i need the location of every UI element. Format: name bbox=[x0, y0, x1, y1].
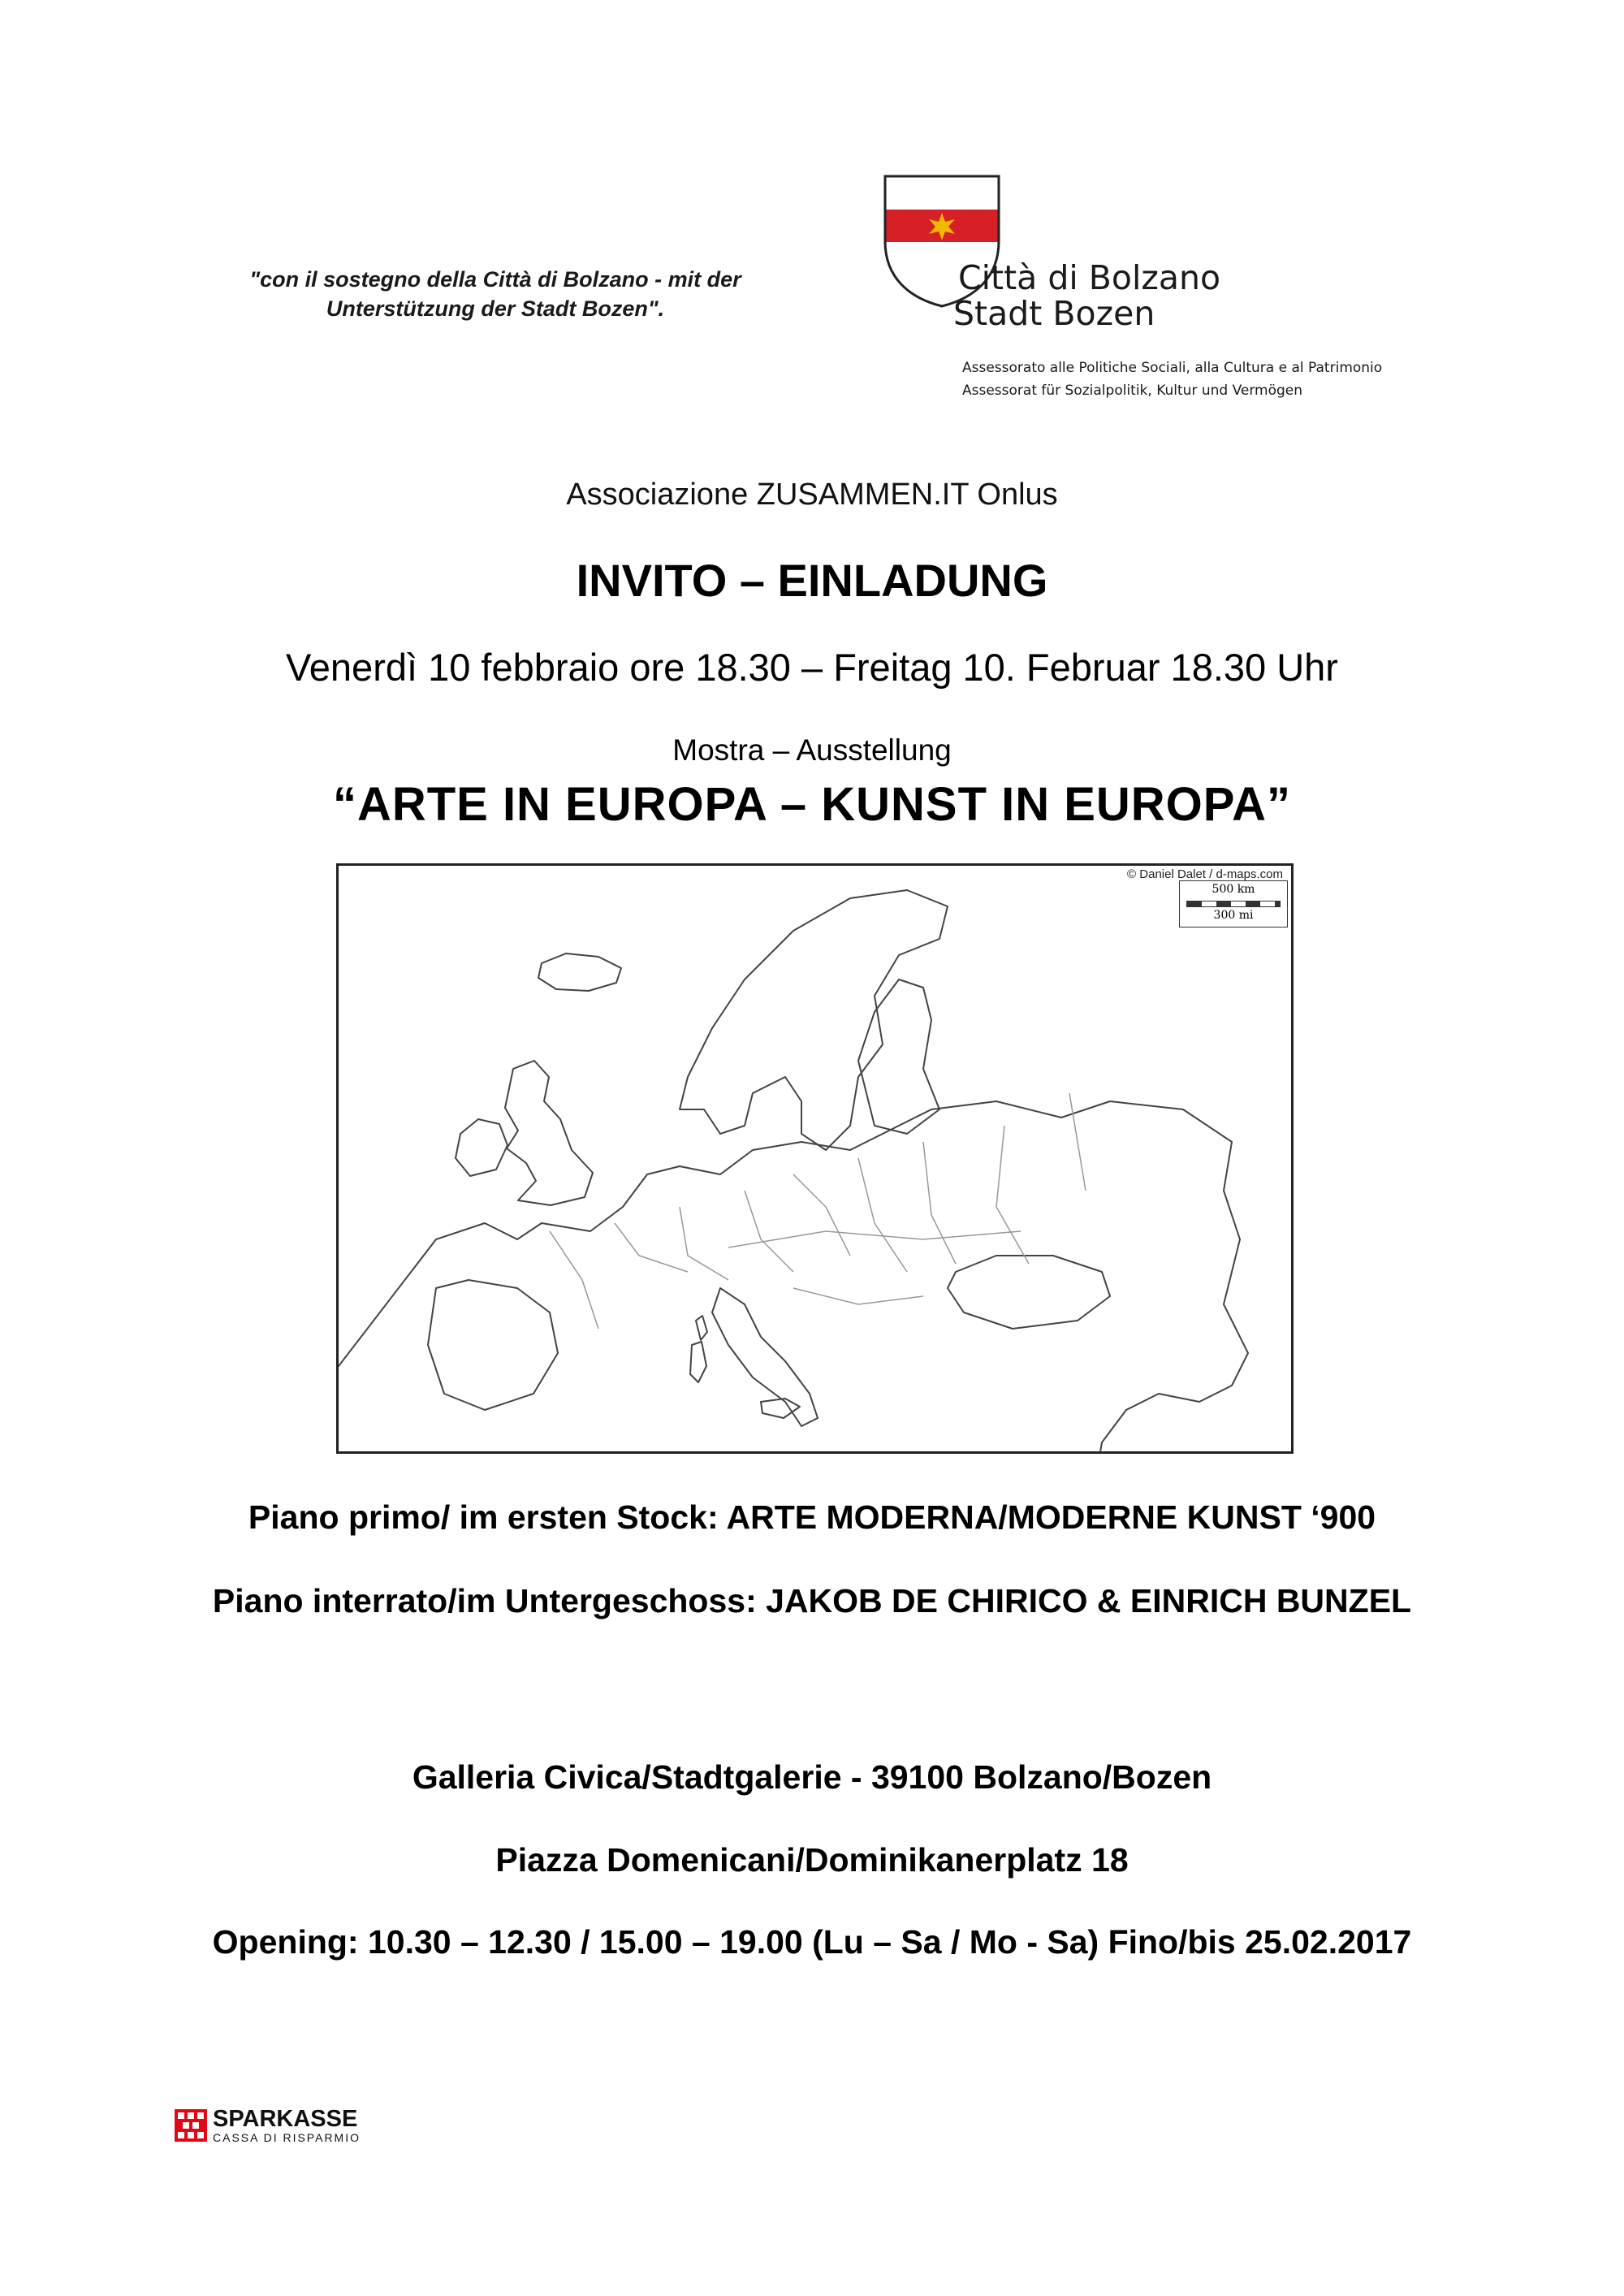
scandinavia-outline bbox=[680, 890, 948, 1150]
opening-hours: Opening: 10.30 – 12.30 / 15.00 – 19.00 (Lu – Sa / Mo - Sa) Fino/bis 25.02.2017 bbox=[212, 1923, 1412, 1961]
europe-outline-map bbox=[339, 866, 1291, 1451]
internal-border bbox=[680, 1207, 728, 1280]
city-name bbox=[953, 258, 1221, 333]
sponsor-note-line2: Unterstützung der Stadt Bozen". bbox=[326, 296, 665, 321]
internal-border bbox=[996, 1126, 1029, 1264]
sparkasse-subtitle: CASSA DI RISPARMIO bbox=[213, 2131, 361, 2144]
great-britain-outline bbox=[505, 1061, 593, 1205]
exhibition-title: “ARTE IN EUROPA – KUNST IN EUROPA” bbox=[332, 778, 1292, 831]
sponsor-note bbox=[195, 265, 796, 323]
city-name-it: Città di Bolzano bbox=[958, 258, 1221, 297]
department-de: Assessorat für Sozialpolitik, Kultur und Vermögen bbox=[962, 383, 1303, 399]
floor-first: Piano primo/ im ersten Stock: ARTE MODERNA/MODERNE KUNST ‘900 bbox=[248, 1498, 1376, 1536]
floor-basement: Piano interrato/im Untergeschoss: JAKOB DE CHIRICO & EINRICH BUNZEL bbox=[212, 1582, 1412, 1619]
department-it: Assessorato alle Politiche Sociali, alla Cultura e al Patrimonio bbox=[962, 360, 1383, 376]
ireland-outline bbox=[456, 1119, 508, 1176]
internal-border bbox=[793, 1174, 850, 1256]
city-department bbox=[962, 357, 1382, 402]
europe-map bbox=[336, 863, 1294, 1454]
sponsor-note-line1: "con il sostegno della Città di Bolzano - mit der bbox=[249, 267, 741, 292]
exhibition-label: Mostra – Ausstellung bbox=[672, 733, 952, 767]
internal-border bbox=[745, 1191, 793, 1272]
association-name: Associazione ZUSAMMEN.IT Onlus bbox=[566, 478, 1058, 512]
map-credit: © Daniel Dalet / d-maps.com bbox=[1127, 867, 1283, 881]
internal-border bbox=[793, 1288, 923, 1304]
internal-border bbox=[923, 1142, 956, 1264]
event-datetime: Venerdì 10 febbraio ore 18.30 – Freitag 10. Februar 18.30 Uhr bbox=[286, 646, 1338, 689]
city-name-de: Stadt Bozen bbox=[953, 294, 1155, 333]
sardinia-outline bbox=[690, 1342, 706, 1382]
iberia-outline bbox=[428, 1280, 558, 1410]
black-sea-outline bbox=[948, 1256, 1110, 1329]
invite-title: INVITO – EINLADUNG bbox=[576, 555, 1048, 606]
internal-border bbox=[728, 1231, 1021, 1247]
venue-name: Galleria Civica/Stadtgalerie - 39100 Bolzano/Bozen bbox=[412, 1758, 1212, 1796]
sparkasse-logo-icon bbox=[175, 2109, 207, 2142]
internal-border bbox=[550, 1231, 598, 1329]
italy-outline bbox=[712, 1288, 818, 1426]
sparkasse-name: SPARKASSE bbox=[213, 2106, 358, 2132]
venue-address: Piazza Domenicani/Dominikanerplatz 18 bbox=[495, 1841, 1129, 1879]
internal-border bbox=[858, 1158, 907, 1272]
internal-border bbox=[1069, 1093, 1086, 1191]
map-scale-mi: 300 mi bbox=[1213, 909, 1254, 922]
mainland-outline bbox=[339, 1101, 1248, 1451]
corsica-outline bbox=[696, 1316, 707, 1340]
iceland-outline bbox=[538, 953, 621, 991]
map-scale-km: 500 km bbox=[1212, 883, 1255, 896]
internal-border bbox=[615, 1223, 688, 1272]
